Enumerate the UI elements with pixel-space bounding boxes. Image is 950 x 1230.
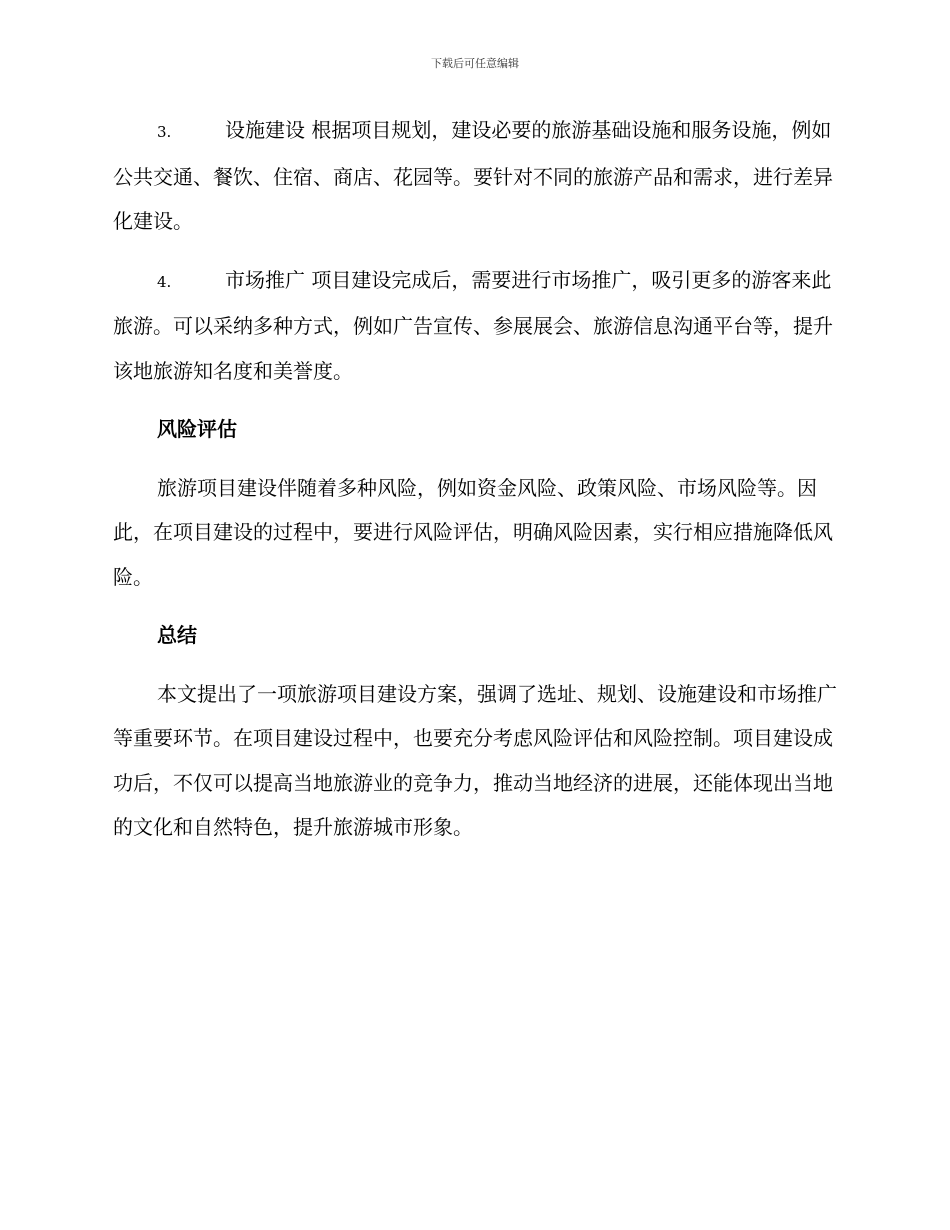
paragraph-summary: 本文提出了一项旅游项目建设方案，强调了选址、规划、设施建设和市场推广等重要环节。在项目建设过程中，也要充分考虑风险评估和风险控制。项目建设成功后，不仅可以提高当地旅游业的竞争力，推动当地经济的进展，还能体现出当地的文化和自然特色，提升旅游城市形象。 — [113, 681, 837, 839]
section-heading-summary: 总结 — [157, 623, 197, 647]
list-item-text: 设施建设 根据项目规划，建设必要的旅游基础设施和服务设施，例如公共交通、餐饮、住宿、商店、花园等。要针对不同的旅游产品和需求，进行差异化建设。 — [113, 118, 833, 233]
list-item-facility-construction — [113, 108, 839, 244]
section-heading-risk: 风险评估 — [157, 417, 237, 441]
page-header-note: 下载后可任意编辑 — [431, 57, 519, 70]
paragraph-risk: 旅游项目建设伴随着多种风险，例如资金风险、政策风险、市场风险等。因此，在项目建设的过程中，要进行风险评估，明确风险因素，实行相应措施降低风险。 — [113, 475, 833, 589]
list-item-number: 4. — [157, 272, 172, 291]
list-item-market-promotion — [113, 258, 839, 394]
list-item-number: 3. — [157, 123, 172, 141]
document-body — [113, 108, 839, 864]
list-item-text: 市场推广 项目建设完成后，需要进行市场推广，吸引更多的游客来此旅游。可以采纳多种方式，例如广告宣传、参展展会、旅游信息沟通平台等，提升该地旅游知名度和美誉度。 — [113, 267, 833, 383]
